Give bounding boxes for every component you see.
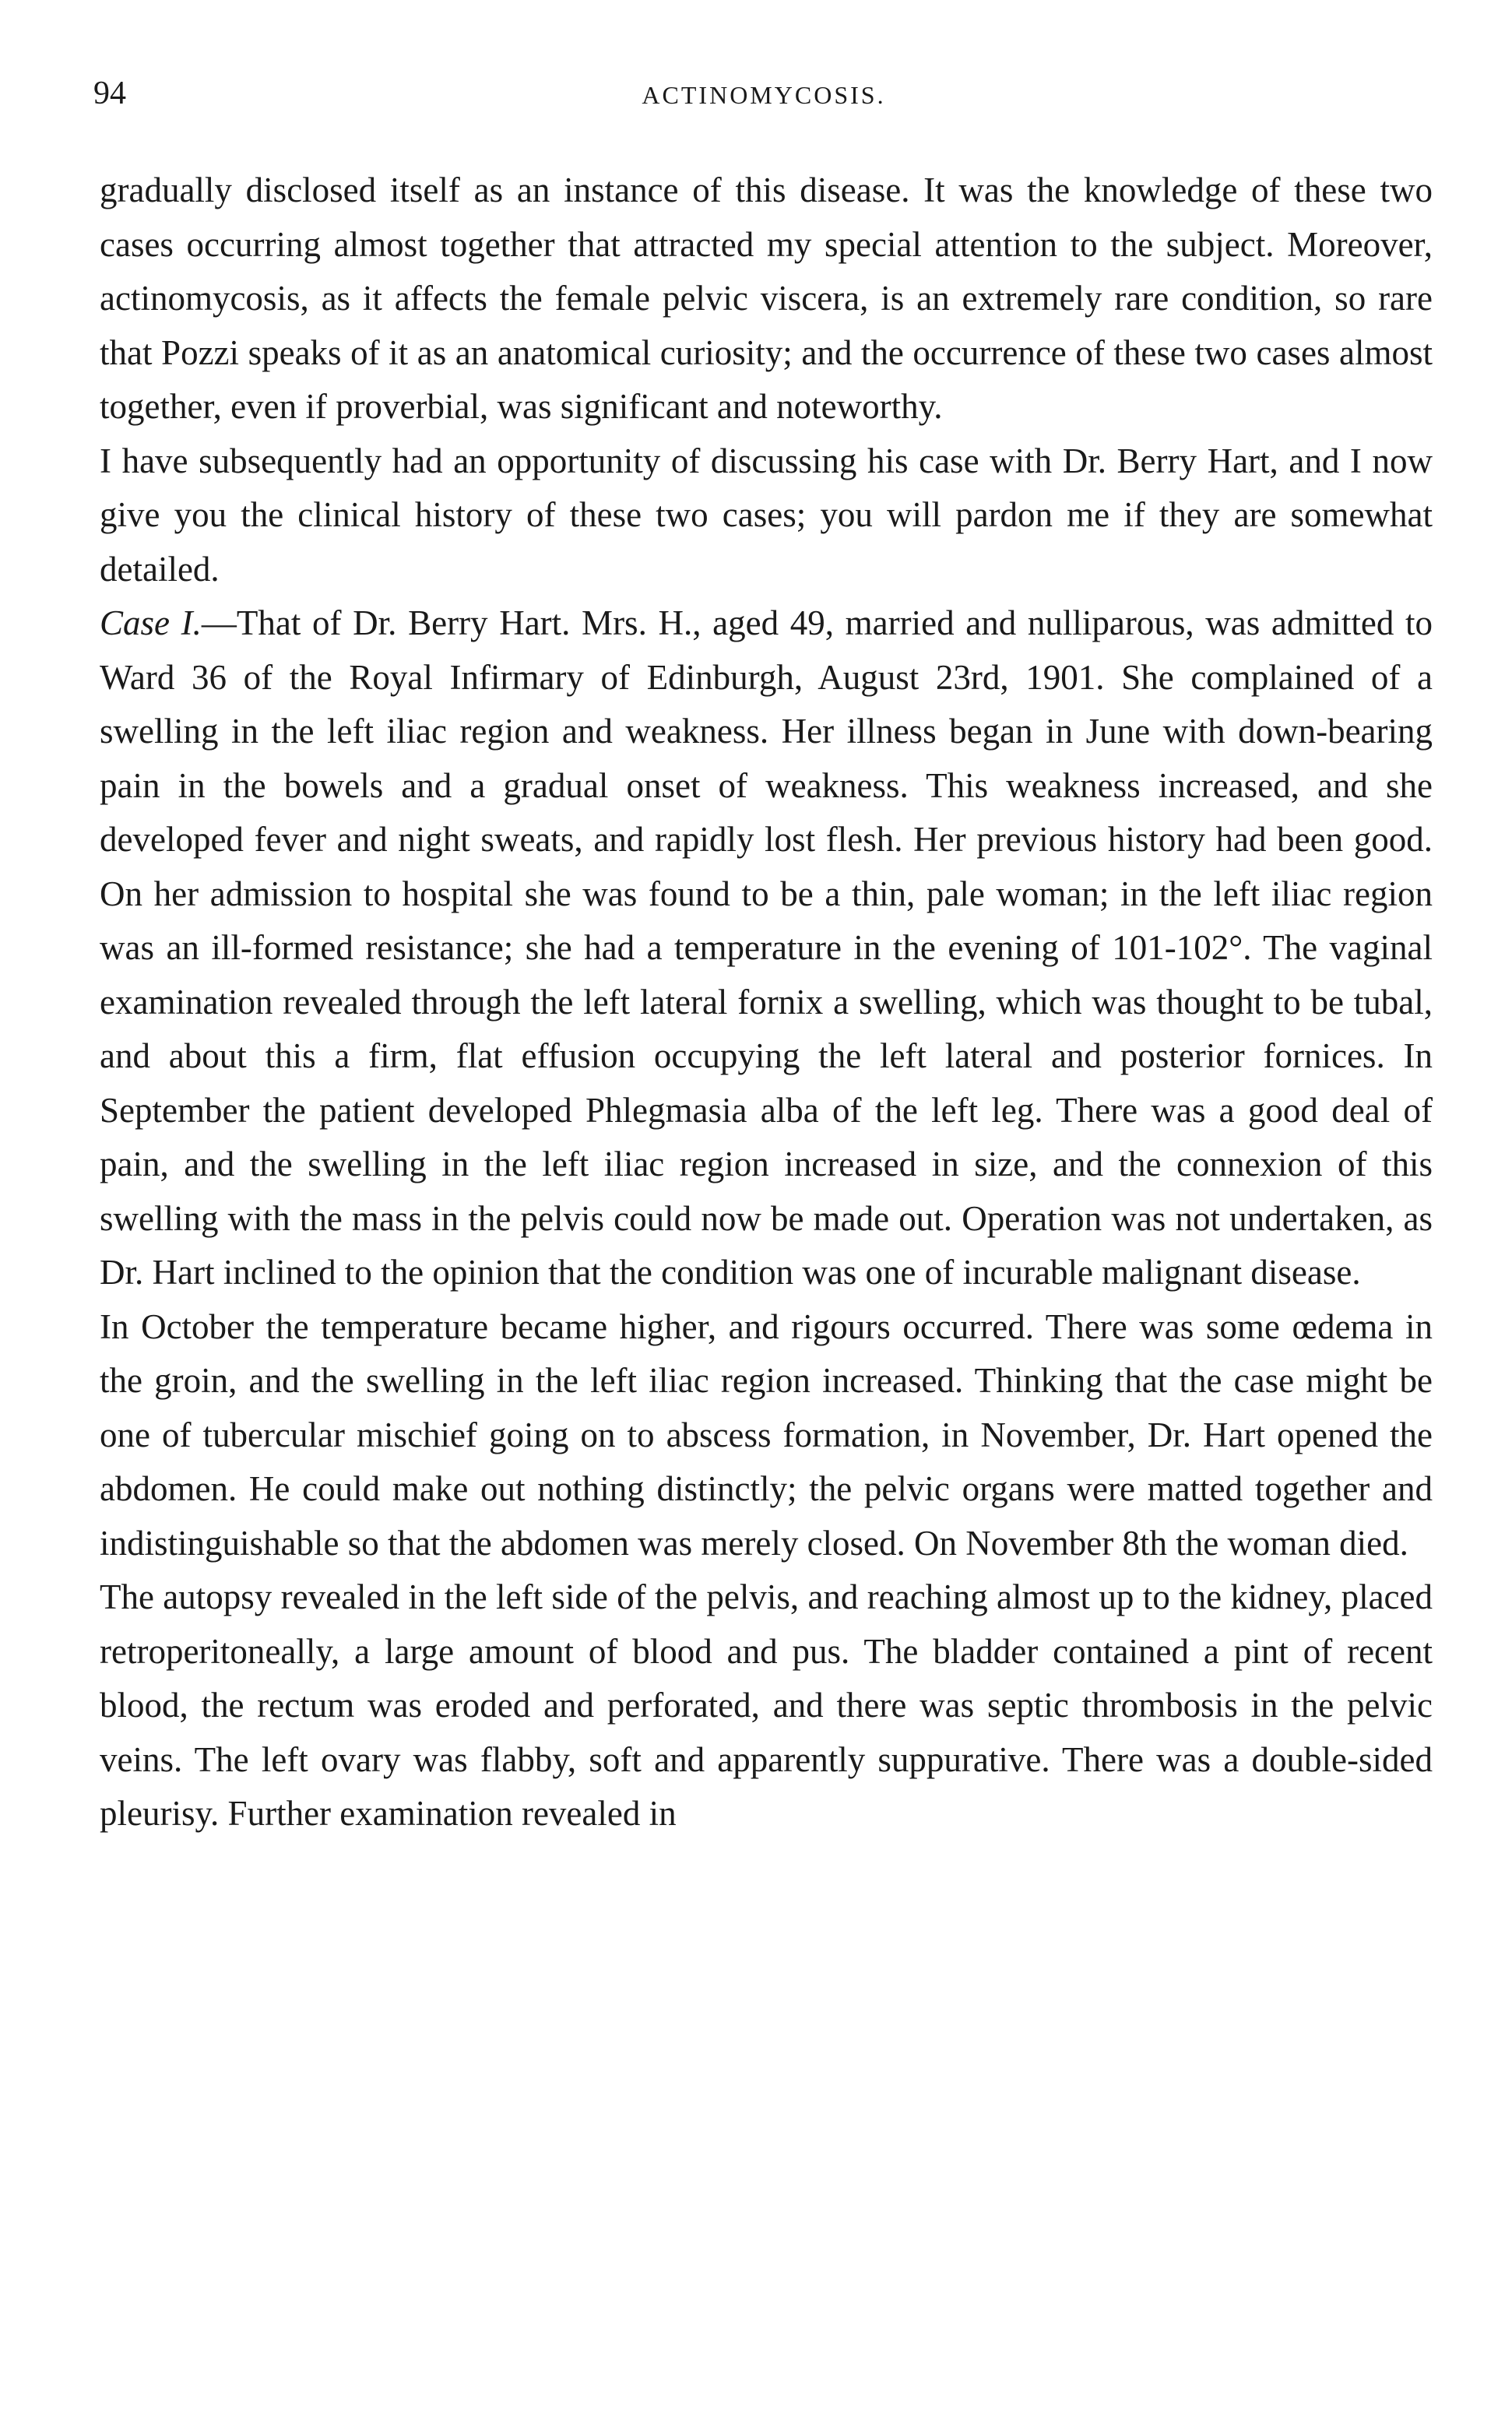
paragraph xyxy=(100,596,1433,1300)
body-text xyxy=(100,164,1433,1841)
paragraph-text: gradually disclosed itself as an instance of this disease. It was the knowledge of these two cases occurring almost together that attracted my special attention to the subject. Moreover, actinomycosis, as it affects the female pelvic viscera, is an extremely rare condition, so rare that Pozzi speaks of it as an anatomical curiosity; and the occurrence of these two cases almost together, even if proverbial, was significant and noteworthy. xyxy=(100,171,1433,426)
paragraph-text: —That of Dr. Berry Hart. Mrs. H., aged 49, married and nulliparous, was admitted to Ward 36 of the Royal Infirmary of Edinburgh, August 23rd, 1901. She complained of a swelling in the left iliac region and weakness. Her illness began in June with down-bearing pain in the bowels and a gradual onset of weakness. This weakness increased, and she developed fever and night sweats, and rapidly lost flesh. Her previous history had been good. On her admission to hospital she was found to be a thin, pale woman; in the left iliac region was an ill-formed resistance; she had a temperature in the evening of 101-102°. The vaginal examination revealed through the left lateral fornix a swelling, which was thought to be tubal, and about this a firm, flat effusion occupying the left lateral and posterior fornices. In September the patient developed Phlegmasia alba of the left leg. There was a good deal of pain, and the swelling in the left iliac region increased in size, and the connexion of this swelling with the mass in the pelvis could now be made out. Operation was not undertaken, as Dr. Hart inclined to the opinion that the condition was one of incurable malignant disease. xyxy=(100,603,1433,1292)
page-number: 94 xyxy=(93,76,126,111)
paragraph-text: In October the temperature became higher, and rigours occurred. There was some œdema in the groin, and the swelling in the left iliac region increased. Thinking that the case might be one of tubercular mischief going on to abscess formation, in November, Dr. Hart opened the abdomen. He could make out nothing distinctly; the pelvic organs were matted together and indistinguishable so that the abdomen was merely closed. On November 8th the woman died. xyxy=(100,1306,1433,1563)
case-label: Case I. xyxy=(100,603,202,642)
paragraph xyxy=(100,434,1433,597)
paragraph xyxy=(100,1300,1433,1571)
paragraph-text: I have subsequently had an opportunity of discussing his case with Dr. Berry Hart, and I now give you the clinical history of these two cases; you will pardon me if they are somewhat detailed. xyxy=(100,441,1433,589)
page-header xyxy=(93,75,1434,121)
paragraph xyxy=(100,164,1433,434)
running-head: ACTINOMYCOSIS. xyxy=(642,81,886,109)
paragraph-text: The autopsy revealed in the left side of the pelvis, and reaching almost up to the kidney, placed retroperitoneally, a large amount of blood and pus. The bladder contained a pint of recent blood, the rectum was eroded and perforated, and there was septic thrombosis in the pelvic veins. The left ovary was flabby, soft and apparently suppurative. There was a double-sided pleurisy. Further examination revealed in xyxy=(100,1577,1433,1833)
paragraph xyxy=(100,1570,1433,1841)
